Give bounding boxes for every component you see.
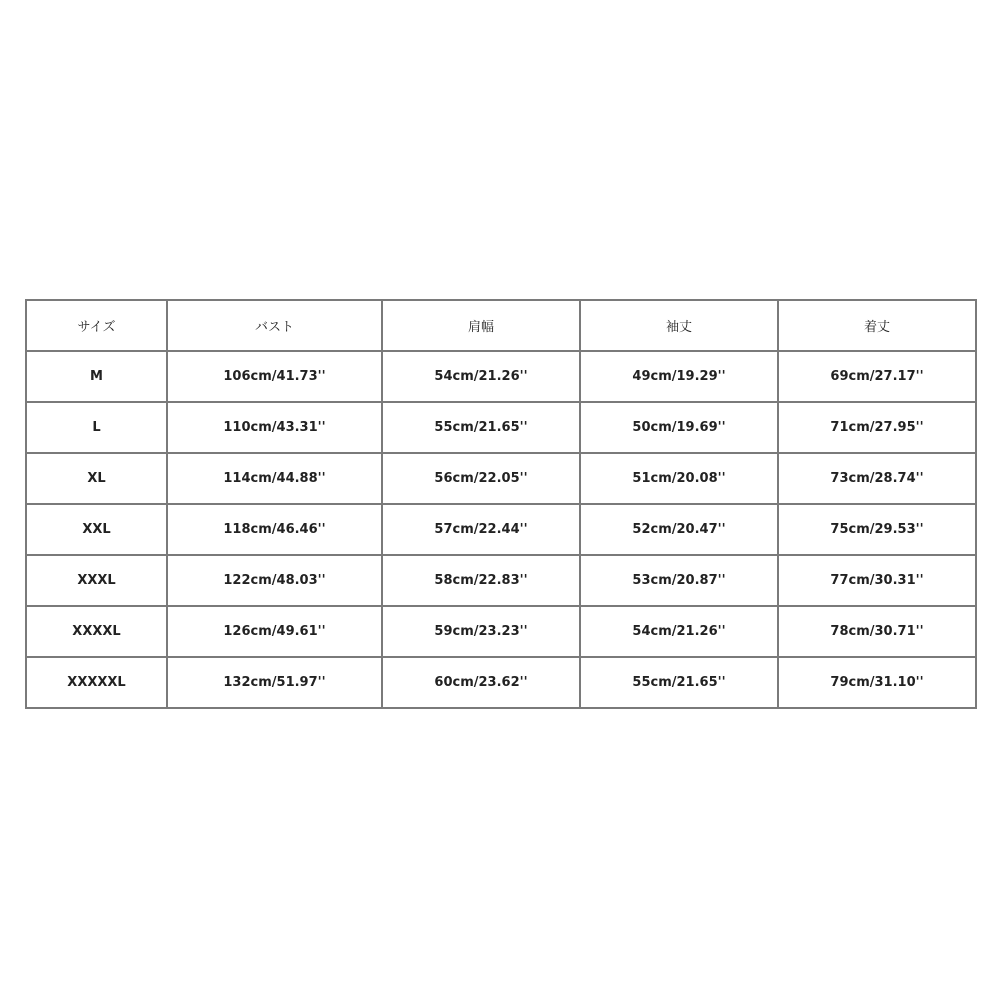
shoulder-cell: 60cm/23.62'' xyxy=(382,657,580,708)
sleeve-cell: 53cm/20.87'' xyxy=(580,555,778,606)
table-row xyxy=(26,504,976,555)
size-cell: XXXXXL xyxy=(26,657,167,708)
header-sleeve-length: 袖丈 xyxy=(580,300,778,351)
table-row xyxy=(26,453,976,504)
bust-cell: 132cm/51.97'' xyxy=(167,657,382,708)
sleeve-cell: 51cm/20.08'' xyxy=(580,453,778,504)
sleeve-cell: 52cm/20.47'' xyxy=(580,504,778,555)
table-row xyxy=(26,657,976,708)
size-cell: XXXL xyxy=(26,555,167,606)
shoulder-cell: 55cm/21.65'' xyxy=(382,402,580,453)
table-header xyxy=(26,300,976,351)
header-size: サイズ xyxy=(26,300,167,351)
size-cell: M xyxy=(26,351,167,402)
sleeve-cell: 50cm/19.69'' xyxy=(580,402,778,453)
header-shoulder-width: 肩幅 xyxy=(382,300,580,351)
shoulder-cell: 59cm/23.23'' xyxy=(382,606,580,657)
shoulder-cell: 54cm/21.26'' xyxy=(382,351,580,402)
bust-cell: 106cm/41.73'' xyxy=(167,351,382,402)
table-row xyxy=(26,402,976,453)
size-cell: XXXXL xyxy=(26,606,167,657)
length-cell: 75cm/29.53'' xyxy=(778,504,976,555)
length-cell: 79cm/31.10'' xyxy=(778,657,976,708)
size-cell: XL xyxy=(26,453,167,504)
bust-cell: 118cm/46.46'' xyxy=(167,504,382,555)
bust-cell: 110cm/43.31'' xyxy=(167,402,382,453)
size-cell: L xyxy=(26,402,167,453)
shoulder-cell: 56cm/22.05'' xyxy=(382,453,580,504)
size-cell: XXL xyxy=(26,504,167,555)
sleeve-cell: 49cm/19.29'' xyxy=(580,351,778,402)
length-cell: 71cm/27.95'' xyxy=(778,402,976,453)
table-row xyxy=(26,351,976,402)
length-cell: 73cm/28.74'' xyxy=(778,453,976,504)
shoulder-cell: 58cm/22.83'' xyxy=(382,555,580,606)
table-row xyxy=(26,555,976,606)
header-bust: バスト xyxy=(167,300,382,351)
bust-cell: 126cm/49.61'' xyxy=(167,606,382,657)
length-cell: 69cm/27.17'' xyxy=(778,351,976,402)
bust-cell: 122cm/48.03'' xyxy=(167,555,382,606)
header-body-length: 着丈 xyxy=(778,300,976,351)
length-cell: 77cm/30.31'' xyxy=(778,555,976,606)
sleeve-cell: 54cm/21.26'' xyxy=(580,606,778,657)
header-row xyxy=(26,300,976,351)
shoulder-cell: 57cm/22.44'' xyxy=(382,504,580,555)
table-row xyxy=(26,606,976,657)
size-chart-table xyxy=(25,299,977,709)
sleeve-cell: 55cm/21.65'' xyxy=(580,657,778,708)
length-cell: 78cm/30.71'' xyxy=(778,606,976,657)
bust-cell: 114cm/44.88'' xyxy=(167,453,382,504)
table-body xyxy=(26,351,976,708)
